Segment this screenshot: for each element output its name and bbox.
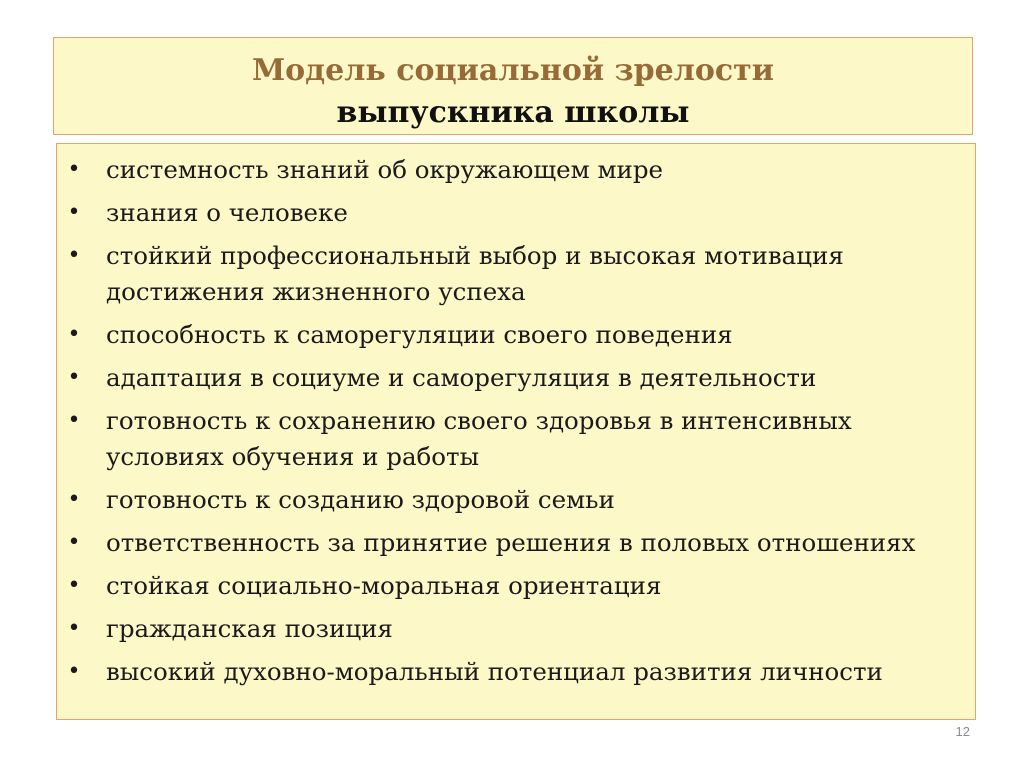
list-item-text: высокий духовно-моральный потенциал развития личности <box>106 657 883 686</box>
bullet-icon: • <box>67 659 81 684</box>
list-item <box>57 317 975 353</box>
bullet-icon: • <box>67 487 81 512</box>
list-item-text: адаптация в социуме и саморегуляция в деятельности <box>106 363 817 392</box>
list-item <box>57 195 975 231</box>
list-item <box>57 403 975 475</box>
bullet-list <box>57 152 975 690</box>
list-item-text: системность знаний об окружающем мире <box>106 155 664 184</box>
list-item-text: стойкая социально-моральная ориентация <box>106 571 662 600</box>
slide-subtitle: выпускника школы <box>336 95 690 130</box>
list-item <box>57 482 975 518</box>
list-item <box>57 568 975 604</box>
bullet-icon: • <box>67 243 81 268</box>
page-number: 12 <box>955 724 970 739</box>
bullet-icon: • <box>67 408 81 433</box>
list-item <box>57 525 975 561</box>
list-item <box>57 152 975 188</box>
bullet-icon: • <box>67 322 81 347</box>
slide-title: Модель социальной зрелости <box>251 53 775 88</box>
list-item <box>57 654 975 690</box>
list-item-text: способность к саморегуляции своего поведения <box>106 320 733 349</box>
list-item-text: ответственность за принятие решения в половых отношениях <box>106 528 916 557</box>
bullet-icon: • <box>67 573 81 598</box>
content-box <box>56 143 976 720</box>
list-item-text: гражданская позиция <box>106 614 393 643</box>
list-item-text: готовность к сохранению своего здоровья в интенсивных условиях обучения и работы <box>106 406 852 471</box>
list-item-text: готовность к созданию здоровой семьи <box>106 485 615 514</box>
bullet-icon: • <box>67 365 81 390</box>
bullet-icon: • <box>67 157 81 182</box>
list-item <box>57 238 975 310</box>
title-box <box>53 37 973 135</box>
list-item <box>57 611 975 647</box>
list-item <box>57 360 975 396</box>
bullet-icon: • <box>67 616 81 641</box>
list-item-text: стойкий профессиональный выбор и высокая мотивация достижения жизненного успеха <box>106 241 844 306</box>
bullet-icon: • <box>67 200 81 225</box>
list-item-text: знания о человеке <box>106 198 348 227</box>
bullet-icon: • <box>67 530 81 555</box>
